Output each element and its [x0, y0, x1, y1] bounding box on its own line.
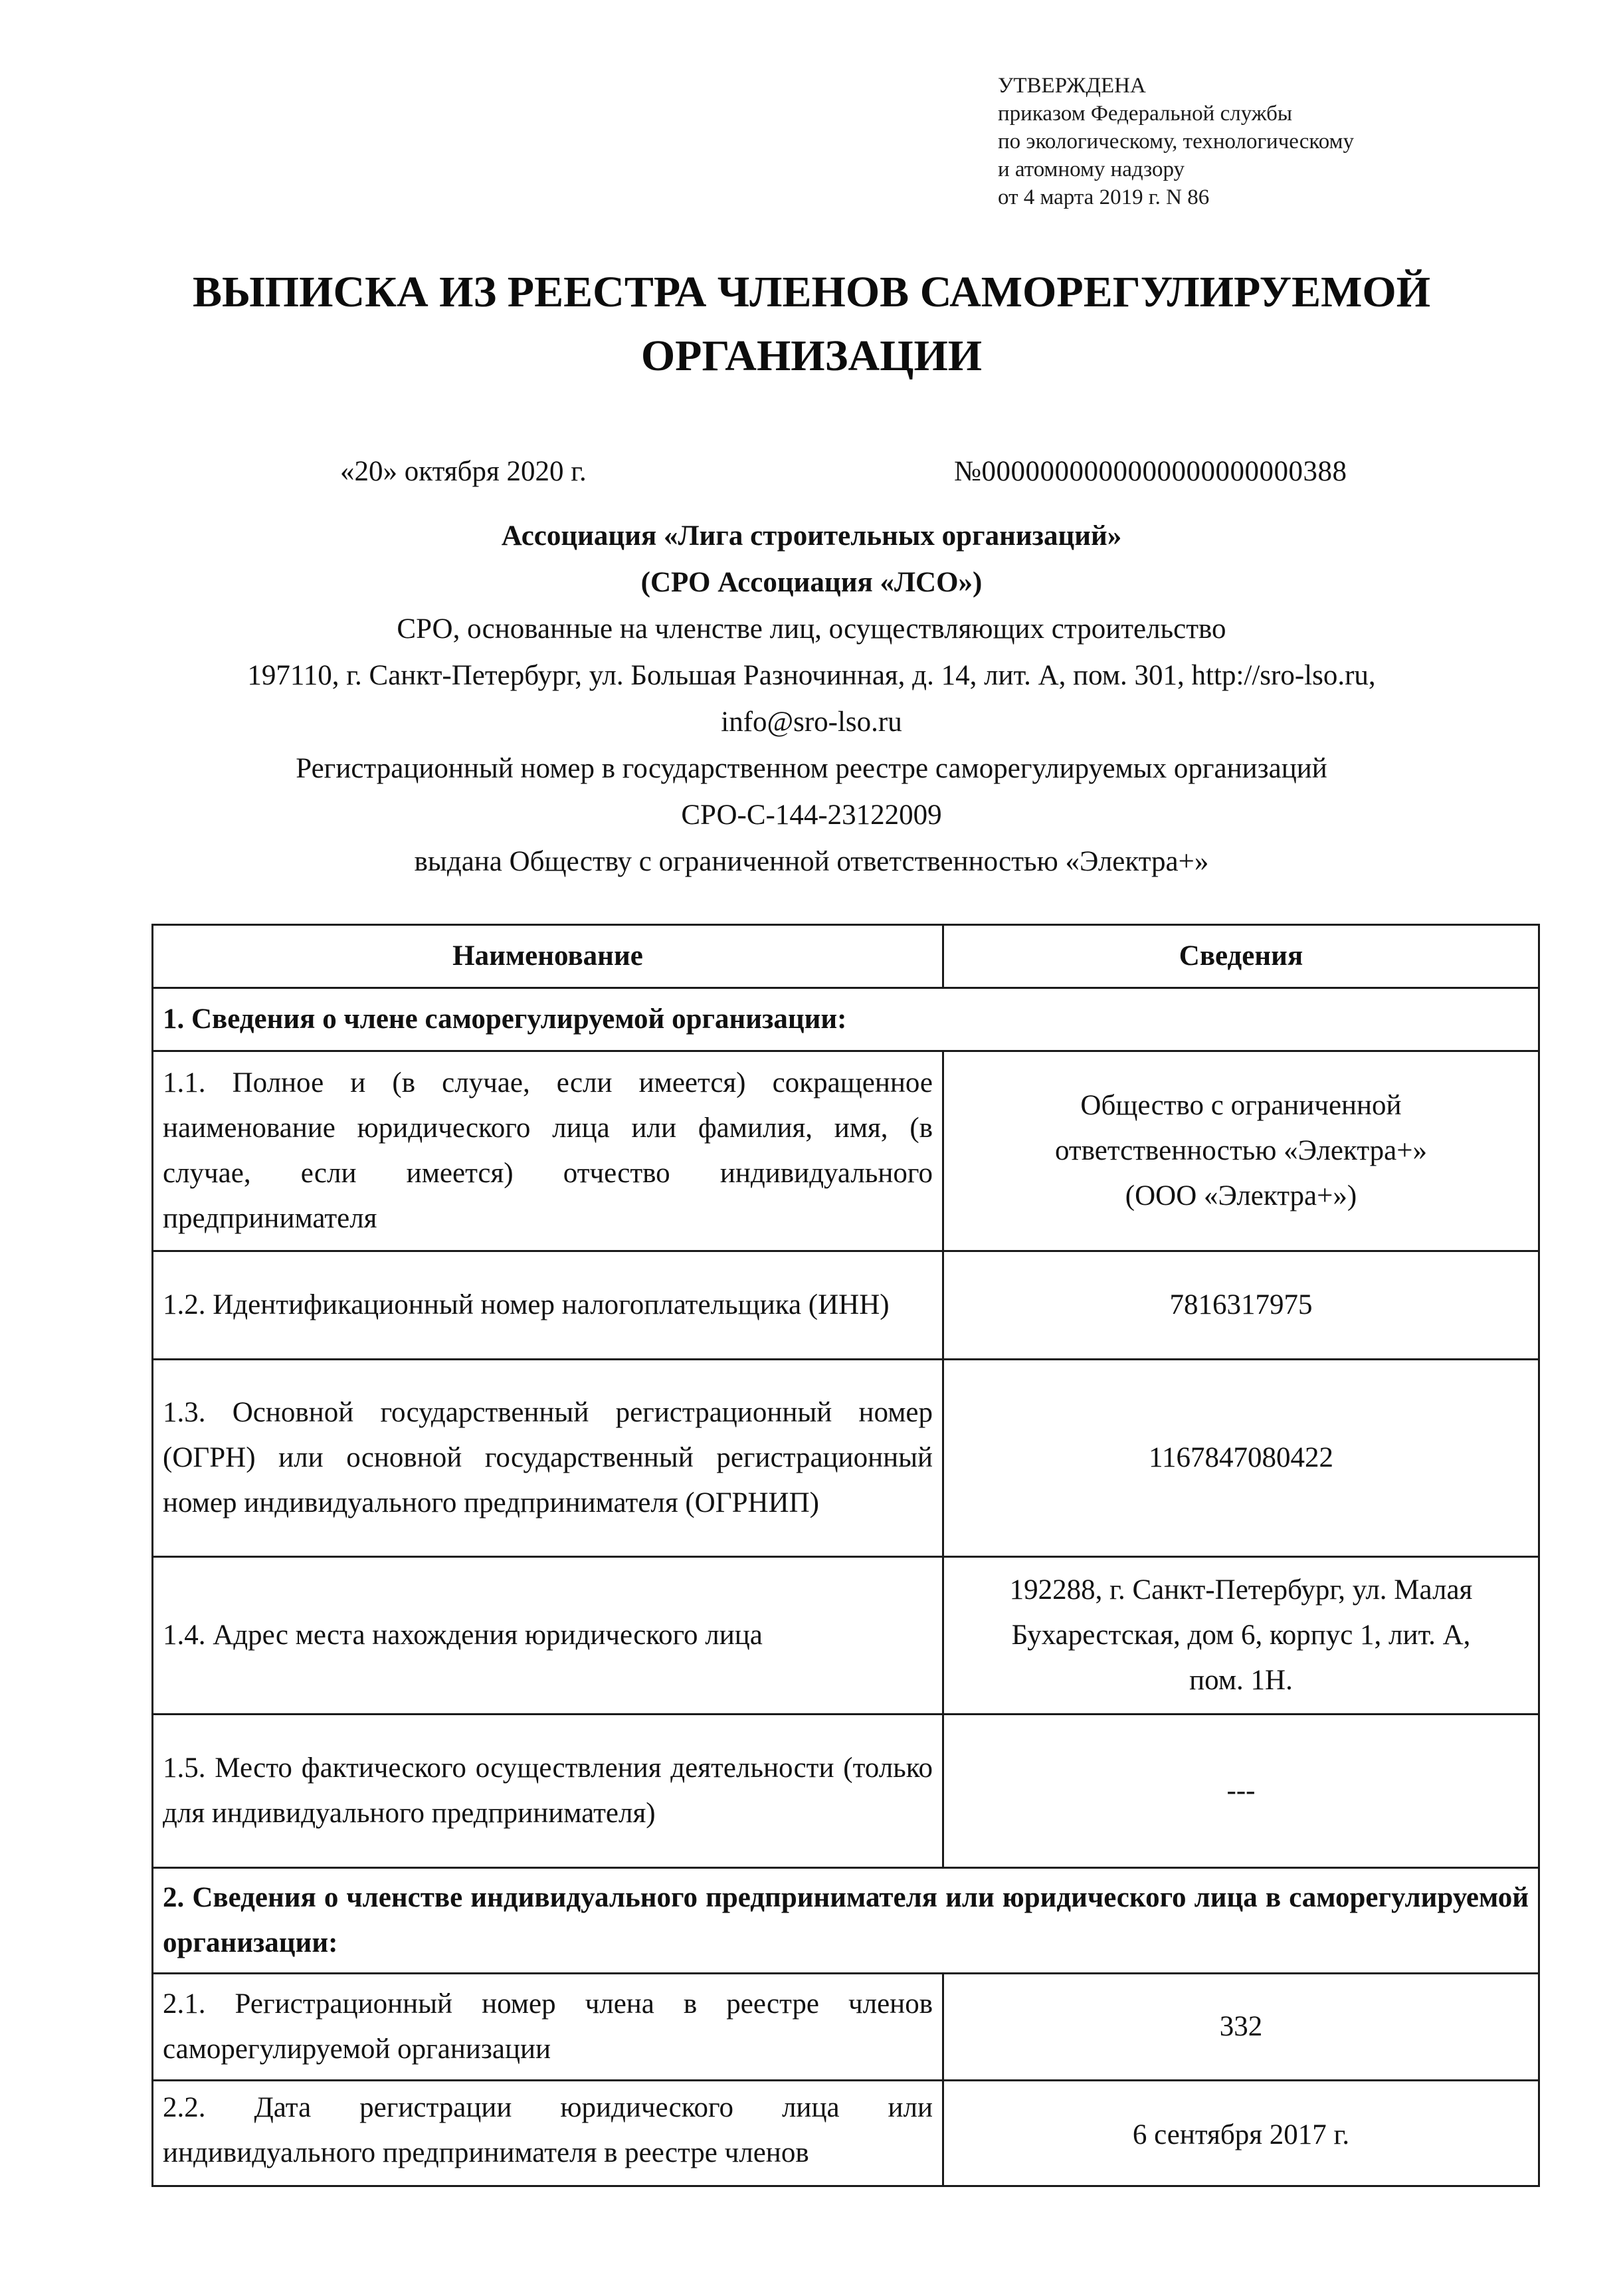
value-line: 192288, г. Санкт-Петербург, ул. Малая [1009, 1574, 1473, 1606]
approval-line: по экологическому, технологическому [998, 130, 1355, 154]
row-label: 1.3. Основной государственный регистрационный номер (ОГРН) или основной государственный регистрационный номер индивидуального предпринимателя (ОГРНИП) [153, 1360, 943, 1557]
row-label: 2.1. Регистрационный номер члена в реестре членов саморегулируемой организации [153, 1974, 943, 2081]
row-value: 332 [943, 1974, 1539, 2081]
section-1-title: 1. Сведения о члене саморегулируемой организации: [153, 988, 1539, 1051]
value-line: пом. 1Н. [1189, 1665, 1293, 1696]
row-value: --- [943, 1715, 1539, 1868]
approval-line: от 4 марта 2019 г. N 86 [998, 185, 1210, 209]
approval-stamp [998, 72, 1354, 211]
row-label: 1.1. Полное и (в случае, если имеется) сокращенное наименование юридического лица или фамилия, имя, (в случае, если имеется) отчество индивидуального предпринимателя [153, 1051, 943, 1251]
registry-label: Регистрационный номер в государственном реестре саморегулируемых организаций [296, 753, 1327, 784]
table-row [153, 1051, 1539, 1251]
organization-address: 197110, г. Санкт-Петербург, ул. Большая Разночинная, д. 14, лит. А, пом. 301, http://sro-lso.ru, [247, 660, 1376, 691]
table-row [153, 1360, 1539, 1557]
issue-date: «20» октября 2020 г. [340, 456, 587, 487]
title-line-2: ОРГАНИЗАЦИИ [640, 332, 983, 380]
table-row [153, 1974, 1539, 2081]
table-row [153, 2081, 1539, 2186]
row-value [943, 1051, 1539, 1251]
value-line: (ООО «Электра+») [1125, 1180, 1357, 1211]
row-value: 7816317975 [943, 1251, 1539, 1360]
row-label: 1.2. Идентификационный номер налогоплательщика (ИНН) [153, 1251, 943, 1360]
row-label: 1.4. Адрес места нахождения юридического лица [153, 1557, 943, 1715]
section-row [153, 1868, 1539, 1974]
row-value [943, 1557, 1539, 1715]
value-line: Бухарестская, дом 6, корпус 1, лит. А, [1011, 1619, 1471, 1651]
row-label: 2.2. Дата регистрации юридического лица или индивидуального предпринимателя в реестре членов [153, 2081, 943, 2186]
issue-info [0, 455, 1623, 495]
column-header-name: Наименование [153, 925, 943, 988]
table-row [153, 1715, 1539, 1868]
section-2-title: 2. Сведения о членстве индивидуального предпринимателя или юридического лица в саморегулируемой организации: [153, 1868, 1539, 1974]
approval-line: и атомному надзору [998, 157, 1185, 181]
organization-short-name: (СРО Ассоциация «ЛСО») [640, 567, 983, 598]
organization-type: СРО, основанные на членстве лиц, осуществляющих строительство [397, 613, 1226, 645]
registry-number: СРО-С-144-23122009 [681, 799, 942, 831]
issued-to: выдана Обществу с ограниченной ответственностью «Электра+» [414, 846, 1209, 877]
table-header-row [153, 925, 1539, 988]
row-value: 1167847080422 [943, 1360, 1539, 1557]
row-label: 1.5. Место фактического осуществления деятельности (только для индивидуального предпринимателя) [153, 1715, 943, 1868]
title-line-1: ВЫПИСКА ИЗ РЕЕСТРА ЧЛЕНОВ САМОРЕГУЛИРУЕМОЙ [192, 268, 1431, 316]
value-line: ответственностью «Электра+» [1055, 1135, 1427, 1166]
value-line: Общество с ограниченной [1080, 1090, 1402, 1121]
section-row [153, 988, 1539, 1051]
table-row [153, 1251, 1539, 1360]
organization-email: info@sro-lso.ru [721, 706, 902, 738]
approval-line: УТВЕРЖДЕНА [998, 74, 1146, 98]
table-row [153, 1557, 1539, 1715]
registry-table [151, 924, 1540, 2187]
issue-number: №0000000000000000000000388 [954, 456, 1347, 487]
organization-block [0, 513, 1623, 885]
column-header-info: Сведения [943, 925, 1539, 988]
document-title [0, 261, 1623, 388]
organization-name: Ассоциация «Лига строительных организаций» [501, 520, 1122, 552]
approval-line: приказом Федеральной службы [998, 102, 1293, 126]
row-value: 6 сентября 2017 г. [943, 2081, 1539, 2186]
